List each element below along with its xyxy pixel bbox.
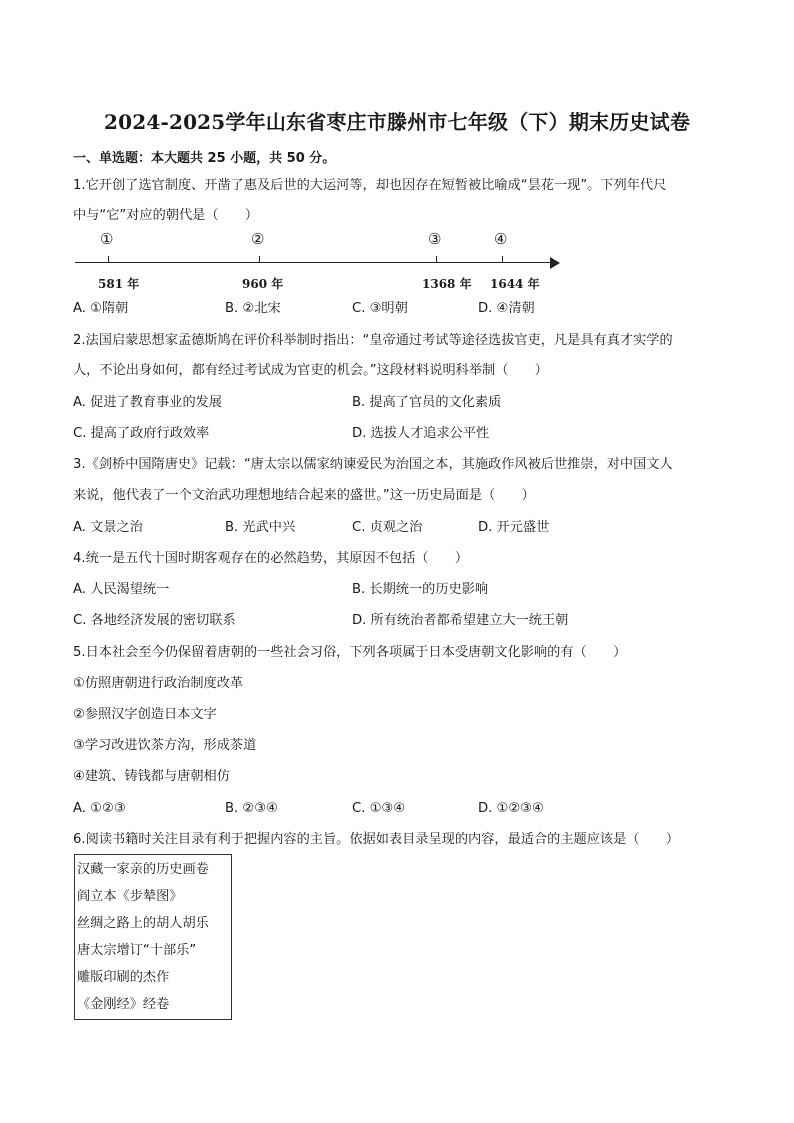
q4-stem-line1: 4.统一是五代十国时期客观存在的必然趋势，其原因不包括（ ） bbox=[73, 551, 469, 566]
q2-option-b: B. 提高了官员的文化素质 bbox=[352, 395, 502, 410]
q6-stem-line1: 6.阅读书籍时关注目录有利于把握内容的主旨。依据如表目录呈现的内容，最适合的主题应该是（ ） bbox=[73, 832, 680, 847]
timeline-mark-3: ③ bbox=[428, 230, 442, 248]
q1-option-d: D. ④清朝 bbox=[478, 301, 535, 316]
q1-option-b: B. ②北宋 bbox=[225, 301, 281, 316]
q5-item-4: ④建筑、铸钱都与唐朝相仿 bbox=[73, 769, 230, 784]
q4-option-a: A. 人民渴望统一 bbox=[73, 582, 170, 597]
q5-stem-line1: 5.日本社会至今仍保留着唐朝的一些社会习俗，下列各项属于日本受唐朝文化影响的有（ ） bbox=[73, 645, 627, 660]
q2-option-d: D. 选拔人才追求公平性 bbox=[352, 426, 490, 441]
q3-option-c: C. 贞观之治 bbox=[352, 520, 423, 535]
q4-option-c: C. 各地经济发展的密切联系 bbox=[73, 613, 236, 628]
toc-item-1: 汉藏一家亲的历史画卷 bbox=[77, 862, 209, 877]
timeline-arrow-icon bbox=[550, 257, 560, 269]
timeline-year-2: 960 年 bbox=[242, 277, 284, 291]
toc-item-5: 雕版印刷的杰作 bbox=[77, 970, 170, 985]
q1-option-c: C. ③明朝 bbox=[352, 301, 408, 316]
timeline-mark-2: ② bbox=[251, 230, 265, 248]
q3-stem-line2: 来说，他代表了一个文治武功理想地结合起来的盛世。”这一历史局面是（ ） bbox=[73, 488, 535, 503]
timeline-mark-4: ④ bbox=[494, 230, 508, 248]
q2-stem-line1: 2.法国启蒙思想家孟德斯鸠在评价科举制时指出：“皇帝通过考试等途径选拔官吏，凡是具有真才实学的 bbox=[73, 333, 673, 348]
timeline-year-4: 1644 年 bbox=[490, 277, 540, 291]
q3-stem-line1: 3.《剑桥中国隋唐史》记载：“唐太宗以儒家纳谏爱民为治国之本，其施政作风被后世推崇，对中国文人 bbox=[73, 457, 673, 472]
toc-item-6: 《金刚经》经卷 bbox=[77, 997, 170, 1012]
timeline-year-3: 1368 年 bbox=[422, 277, 472, 291]
q1-stem-line1: 1.它开创了选官制度、开凿了惠及后世的大运河等，却也因存在短暂被比喻成“昙花一现”。下列年代尺 bbox=[73, 178, 667, 193]
q1-option-a: A. ①隋朝 bbox=[73, 301, 129, 316]
toc-item-2: 阎立本《步辇图》 bbox=[77, 889, 183, 904]
q5-item-2: ②参照汉字创造日本文字 bbox=[73, 707, 217, 722]
timeline-mark-1: ① bbox=[100, 230, 114, 248]
q5-item-1: ①仿照唐朝进行政治制度改革 bbox=[73, 676, 244, 691]
q3-option-d: D. 开元盛世 bbox=[478, 520, 550, 535]
exam-title: 2024-2025学年山东省枣庄市滕州市七年级（下）期末历史试卷 bbox=[103, 110, 691, 134]
q3-option-a: A. 文景之治 bbox=[73, 520, 143, 535]
q5-option-b: B. ②③④ bbox=[225, 801, 278, 816]
timeline-tick bbox=[108, 256, 109, 263]
q5-item-3: ③学习改进饮茶方沟，形成茶道 bbox=[73, 738, 257, 753]
q5-option-c: C. ①③④ bbox=[352, 801, 406, 816]
q3-option-b: B. 光武中兴 bbox=[225, 520, 296, 535]
q2-option-c: C. 提高了政府行政效率 bbox=[73, 426, 210, 441]
q6-table-of-contents bbox=[74, 854, 232, 1020]
q2-option-a: A. 促进了教育事业的发展 bbox=[73, 395, 223, 410]
timeline-tick bbox=[259, 256, 260, 263]
q1-stem-line2: 中与“它”对应的朝代是（ ） bbox=[73, 208, 259, 223]
section-heading: 一、单选题：本大题共 25 小题，共 50 分。 bbox=[73, 151, 336, 166]
toc-item-3: 丝绸之路上的胡人胡乐 bbox=[77, 916, 209, 931]
timeline-axis bbox=[75, 262, 555, 263]
toc-item-4: 唐太宗增订“十部乐” bbox=[77, 943, 197, 958]
q4-option-b: B. 长期统一的历史影响 bbox=[352, 582, 489, 597]
q2-stem-line2: 人，不论出身如何，都有经过考试成为官吏的机会。”这段材料说明科举制（ ） bbox=[73, 363, 548, 378]
timeline-tick bbox=[436, 256, 437, 263]
timeline-tick bbox=[502, 256, 503, 263]
q5-option-d: D. ①②③④ bbox=[478, 801, 544, 816]
timeline-year-1: 581 年 bbox=[98, 277, 140, 291]
q1-timeline bbox=[70, 228, 570, 298]
q5-option-a: A. ①②③ bbox=[73, 801, 126, 816]
q4-option-d: D. 所有统治者都希望建立大一统王朝 bbox=[352, 613, 569, 628]
